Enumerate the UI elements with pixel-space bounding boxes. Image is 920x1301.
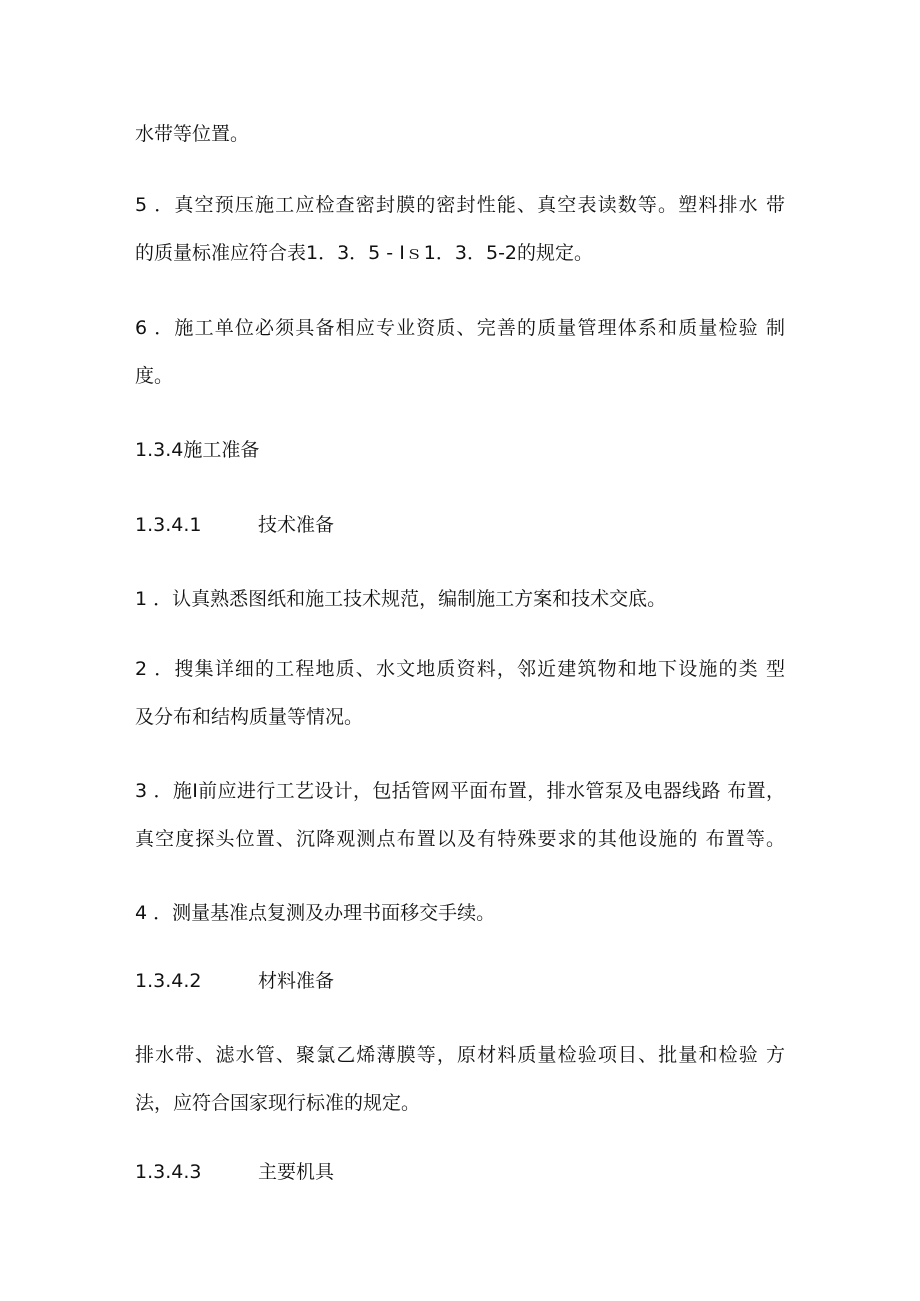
subsection-title: 技术准备: [258, 514, 335, 536]
subsection-number: 1.3.4.1: [135, 514, 202, 536]
section-heading: 1.3.4施工准备: [135, 439, 260, 461]
paragraph-line: 3 ．施I前应进行工艺设计，包括管网平面布置，排水管泵及电器线路 布置，: [135, 780, 785, 802]
paragraph-line: 排水带、滤水管、聚氯乙烯薄膜等，原材料质量检验项目、批量和检验 方: [135, 1044, 785, 1066]
paragraph-line: 及分布和结构质量等情况。: [135, 706, 364, 728]
subsection-title: 主要机具: [258, 1161, 335, 1183]
subsection-title: 材料准备: [258, 970, 335, 992]
paragraph-line: 1 ．认真熟悉图纸和施工技术规范，编制施工方案和技术交底。: [135, 588, 667, 610]
paragraph-line: 2 ．搜集详细的工程地质、水文地质资料，邻近建筑物和地下设施的类 型: [135, 658, 785, 680]
paragraph-line: 6 ．施工单位必须具备相应专业资质、完善的质量管理体系和质量检验 制: [135, 317, 785, 339]
paragraph-line: 4 ．测量基准点复测及办理书面移交手续。: [135, 902, 496, 924]
paragraph-line: 水带等位置。: [135, 123, 250, 145]
paragraph-line: 5 ．真空预压施工应检查密封膜的密封性能、真空表读数等。塑料排水 带: [135, 194, 785, 216]
subsection-number: 1.3.4.2: [135, 970, 202, 992]
subsection-number: 1.3.4.3: [135, 1161, 202, 1183]
paragraph-line: 真空度探头位置、沉降观测点布置以及有特殊要求的其他设施的 布置等。: [135, 828, 785, 850]
paragraph-line: 法，应符合国家现行标准的规定。: [135, 1092, 421, 1114]
paragraph-line: 度。: [135, 365, 174, 387]
paragraph-line: 的质量标准应符合表1．3．5 - Iｓ1．3．5-2的规定。: [135, 242, 594, 264]
